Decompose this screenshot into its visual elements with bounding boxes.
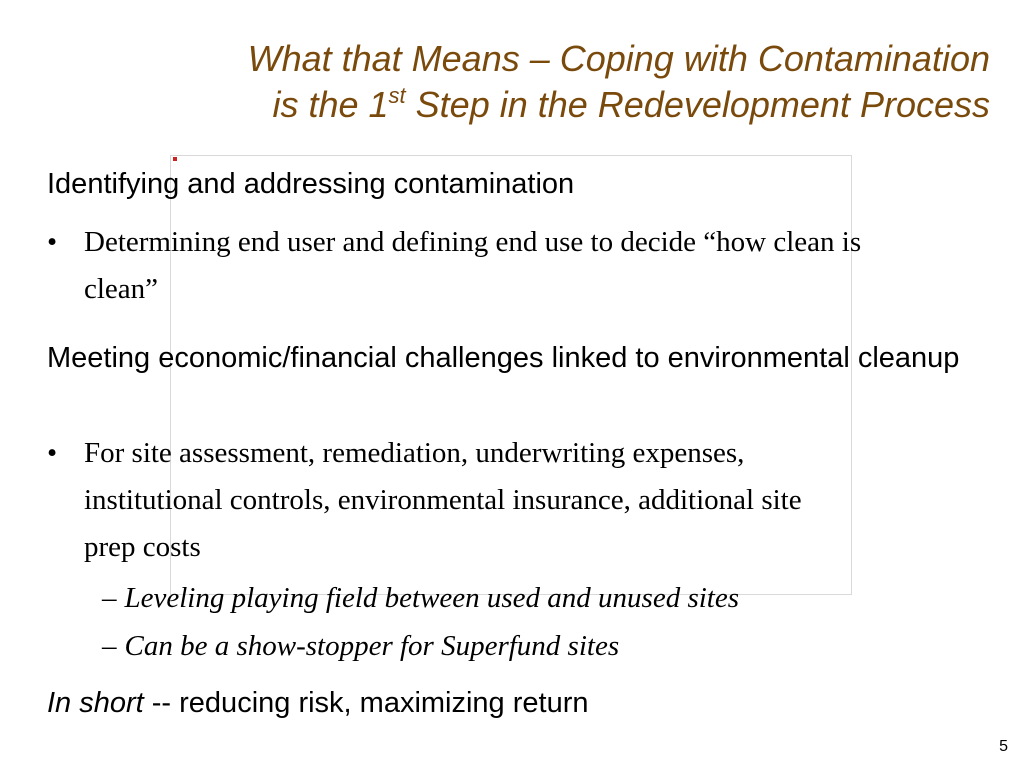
summary-emphasis: In short (47, 687, 144, 719)
bullet-site-costs-text: For site assessment, remediation, underwriting expenses, institutional controls, environmental insurance, additional site prep costs (84, 437, 802, 563)
bullet-marker: • (47, 437, 58, 469)
sub-bullet-superfund-text: Can be a show-stopper for Superfund sites (124, 630, 620, 662)
heading-economic-challenges: Meeting economic/financial challenges linked to environmental cleanup (47, 342, 960, 374)
bullet-end-use (47, 219, 937, 313)
heading-identifying-contamination: Identifying and addressing contamination (47, 168, 575, 200)
title-line-2-end: Step in the Redevelopment Process (405, 84, 990, 125)
sub-bullet-superfund (102, 626, 619, 666)
bullet-end-use-text: Determining end user and defining end use to decide “how clean is clean” (84, 226, 862, 305)
sub-bullet-leveling-text: Leveling playing field between used and unused sites (124, 582, 740, 614)
page-number: 5 (999, 738, 1008, 755)
dash-marker: – (102, 630, 117, 662)
bullet-site-costs (47, 430, 847, 571)
bullet-marker: • (47, 226, 58, 258)
title-line-2-start: is the 1 (272, 84, 389, 125)
dash-marker: – (102, 582, 117, 614)
summary-text: -- reducing risk, maximizing return (143, 687, 589, 719)
title-superscript: st (388, 83, 406, 108)
title-line-1: What that Means – Coping with Contamination (247, 38, 990, 79)
sub-bullet-leveling-field (102, 578, 739, 618)
slide-title (40, 36, 990, 128)
summary-line (47, 684, 589, 722)
embedded-object-icon (173, 157, 177, 161)
